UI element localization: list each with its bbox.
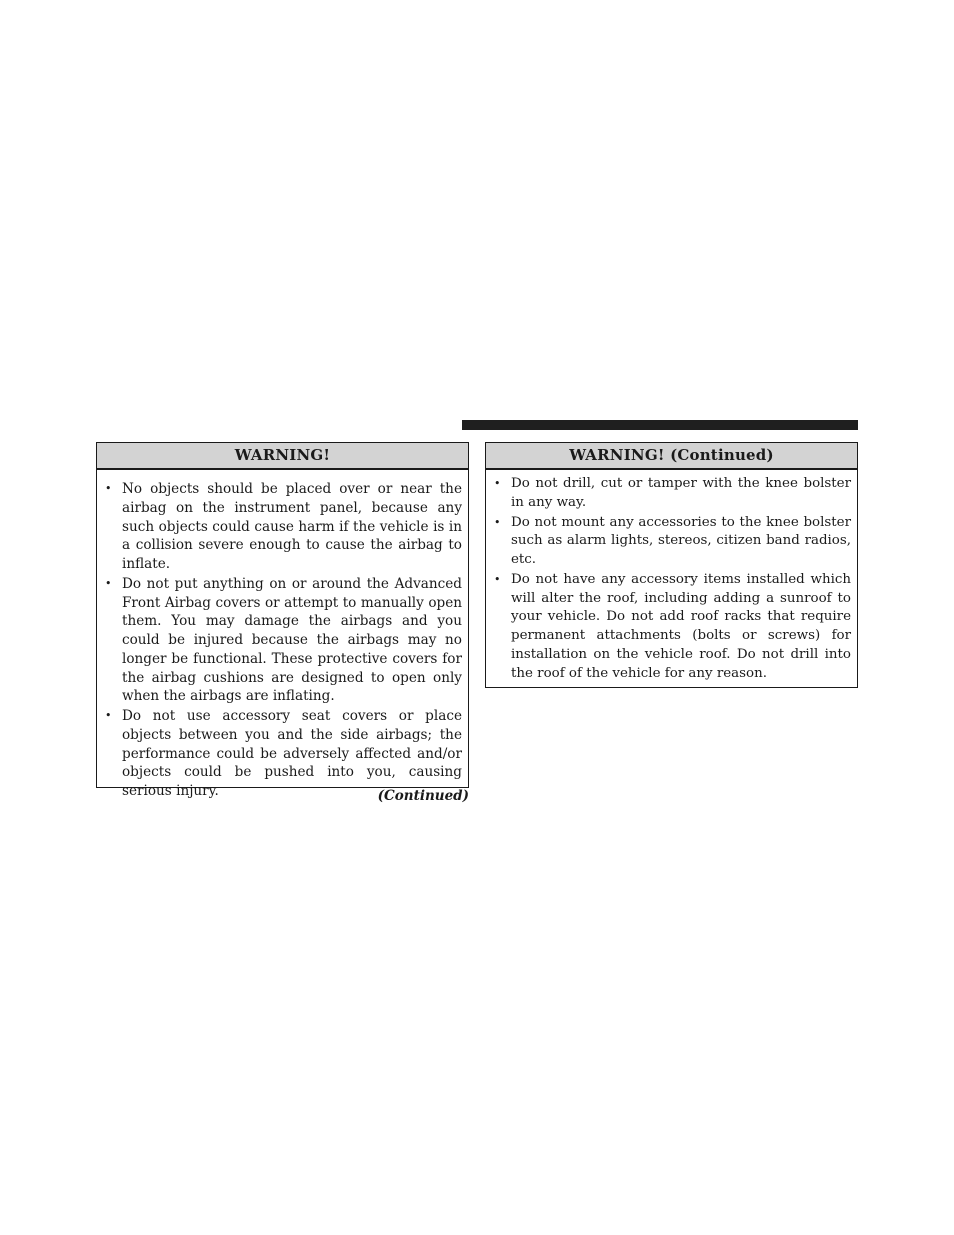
warning-item-text: Do not use accessory seat covers or place objects between you and the side airbags; the performance could be adversely affected and/or objects could be pushed into you, causing serious injury.: [122, 708, 462, 799]
warning-title: WARNING!: [97, 443, 468, 470]
warning-item: [104, 575, 462, 706]
bullet-icon: •: [494, 572, 501, 586]
warning-item-text: Do not mount any accessories to the knee bolster such as alarm lights, stereos, citizen band radios, etc.: [511, 514, 851, 567]
warning-item: [493, 514, 851, 570]
warning-list: [97, 470, 468, 801]
section-header-rule: [462, 420, 858, 430]
bullet-icon: •: [105, 576, 112, 590]
warning-title: WARNING! (Continued): [486, 443, 857, 470]
warning-item: [104, 480, 462, 574]
warning-item: [493, 571, 851, 684]
bullet-icon: •: [105, 709, 112, 722]
warning-box-right: [485, 442, 858, 688]
bullet-icon: •: [105, 482, 112, 495]
warning-item-text: Do not have any accessory items installed which will alter the roof, including adding a sunroof to your vehicle. Do not add roof racks that require permanent attachments (bolts or screws) for installation on the vehicle roof. Do not drill into the roof of the vehicle for any reason.: [511, 571, 851, 681]
warning-item-text: No objects should be placed over or near the airbag on the instrument panel, because any such objects could cause harm if the vehicle is in a collision severe enough to cause the airbag to inflate.: [122, 481, 462, 572]
bullet-icon: •: [494, 515, 501, 529]
warning-item: [493, 475, 851, 513]
continued-note: (Continued): [377, 788, 469, 804]
warning-list: [486, 470, 857, 683]
warning-item-text: Do not put anything on or around the Advanced Front Airbag covers or attempt to manually open them. You may damage the airbags and you could be injured because the airbags may no longer be functional. These protective covers for the airbag cushions are designed to open only when the airbags are inflating.: [122, 575, 462, 705]
bullet-icon: •: [494, 477, 501, 490]
warning-item-text: Do not drill, cut or tamper with the knee bolster in any way.: [511, 476, 851, 510]
warning-item: [104, 707, 462, 801]
